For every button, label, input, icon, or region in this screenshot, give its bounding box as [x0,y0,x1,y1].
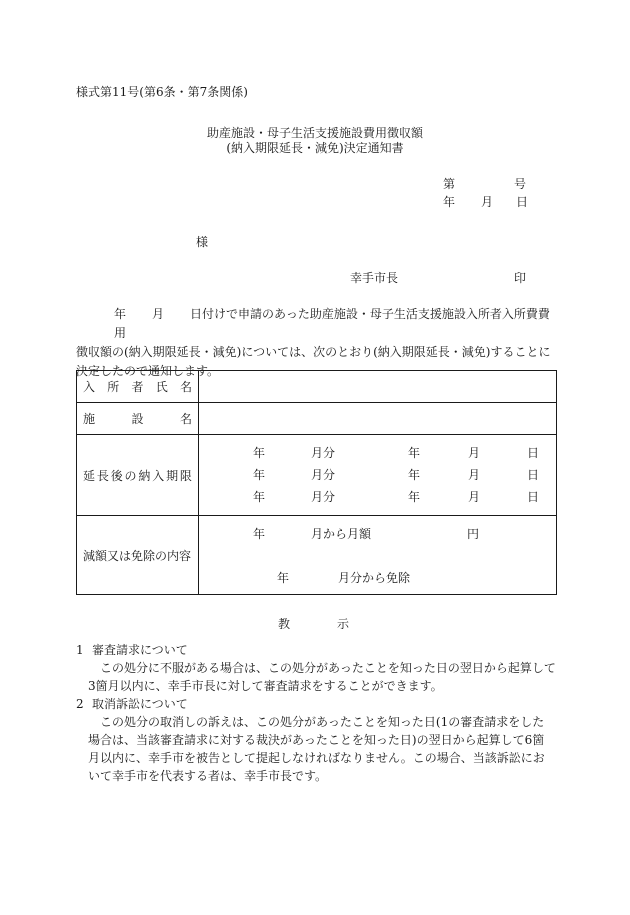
value-facility-name[interactable] [199,403,557,435]
body-line1: 日付けで申請のあった助産施設・母子生活支援施設入所者入所費費用 [114,307,550,340]
body-year: 年 [114,307,127,321]
decision-table [76,370,557,595]
document-title-line1: 助産施設・母子生活支援施設費用徴収額 [206,126,423,140]
issue-date-month: 月 [481,195,494,209]
issue-date-day: 日 [516,195,529,209]
instruction-heading-2: 示 [337,617,350,631]
note-heading-1: 1 審査請求について [76,643,188,657]
form-number: 様式第11号(第6条・第7条関係) [76,85,248,99]
sender-name: 幸手市長 [350,271,399,285]
table-row-reduction-content [77,516,557,595]
label-facility-name: 施 設 名 [77,403,199,435]
value-reduction-content[interactable]: 年 月から月額 円 年 月分から免除 [199,516,557,595]
body-month: 月 [152,307,165,321]
value-extended-deadline[interactable]: 年 月分 年 月 日 年 月分 年 月 日 年 月分 年 月 日 [199,435,557,516]
table-row-facility-name [77,403,557,435]
label-reduction-content: 減額又は免除の内容 [77,516,199,595]
note-heading-2: 2 取消訴訟について [76,697,188,711]
addressee-suffix: 様 [196,235,209,249]
table-row-resident-name [77,371,557,403]
instruction-notes [76,641,556,785]
seal-mark: 印 [514,271,527,285]
issue-date-year: 年 [443,195,456,209]
doc-number-suffix: 号 [514,177,527,191]
value-resident-name[interactable] [199,371,557,403]
document-title-line2: (納入期限延長・減免)決定通知書 [226,141,404,155]
instruction-heading-1: 教 [278,617,291,631]
doc-number-prefix: 第 [443,177,456,191]
note-text-2: この処分の取消しの訴えは、この処分があったことを知った日(1の審査請求をした場合は、当該審査請求に対する裁決があったことを知った日)の翌日から起算して6箇月以内に、幸手市を被告として提起しなければなりません。この場合、当該訴訟において幸手市を代表する者は、幸手市長です。 [88,715,545,783]
table-row-extended-deadline [77,435,557,516]
body-line3: 決定したので通知します。 [76,364,220,378]
body-line2: 徴収額の(納入期限延長・減免)については、次のとおり(納入期限延長・減免)することに [76,345,551,359]
label-resident-name: 入 所 者 氏 名 [77,371,199,403]
note-text-1: この処分に不服がある場合は、この処分があったことを知った日の翌日から起算して3箇月以内に、幸手市長に対して審査請求をすることができます。 [88,661,556,693]
label-extended-deadline: 延 長 後 の 納 入 期 限 [77,435,199,516]
